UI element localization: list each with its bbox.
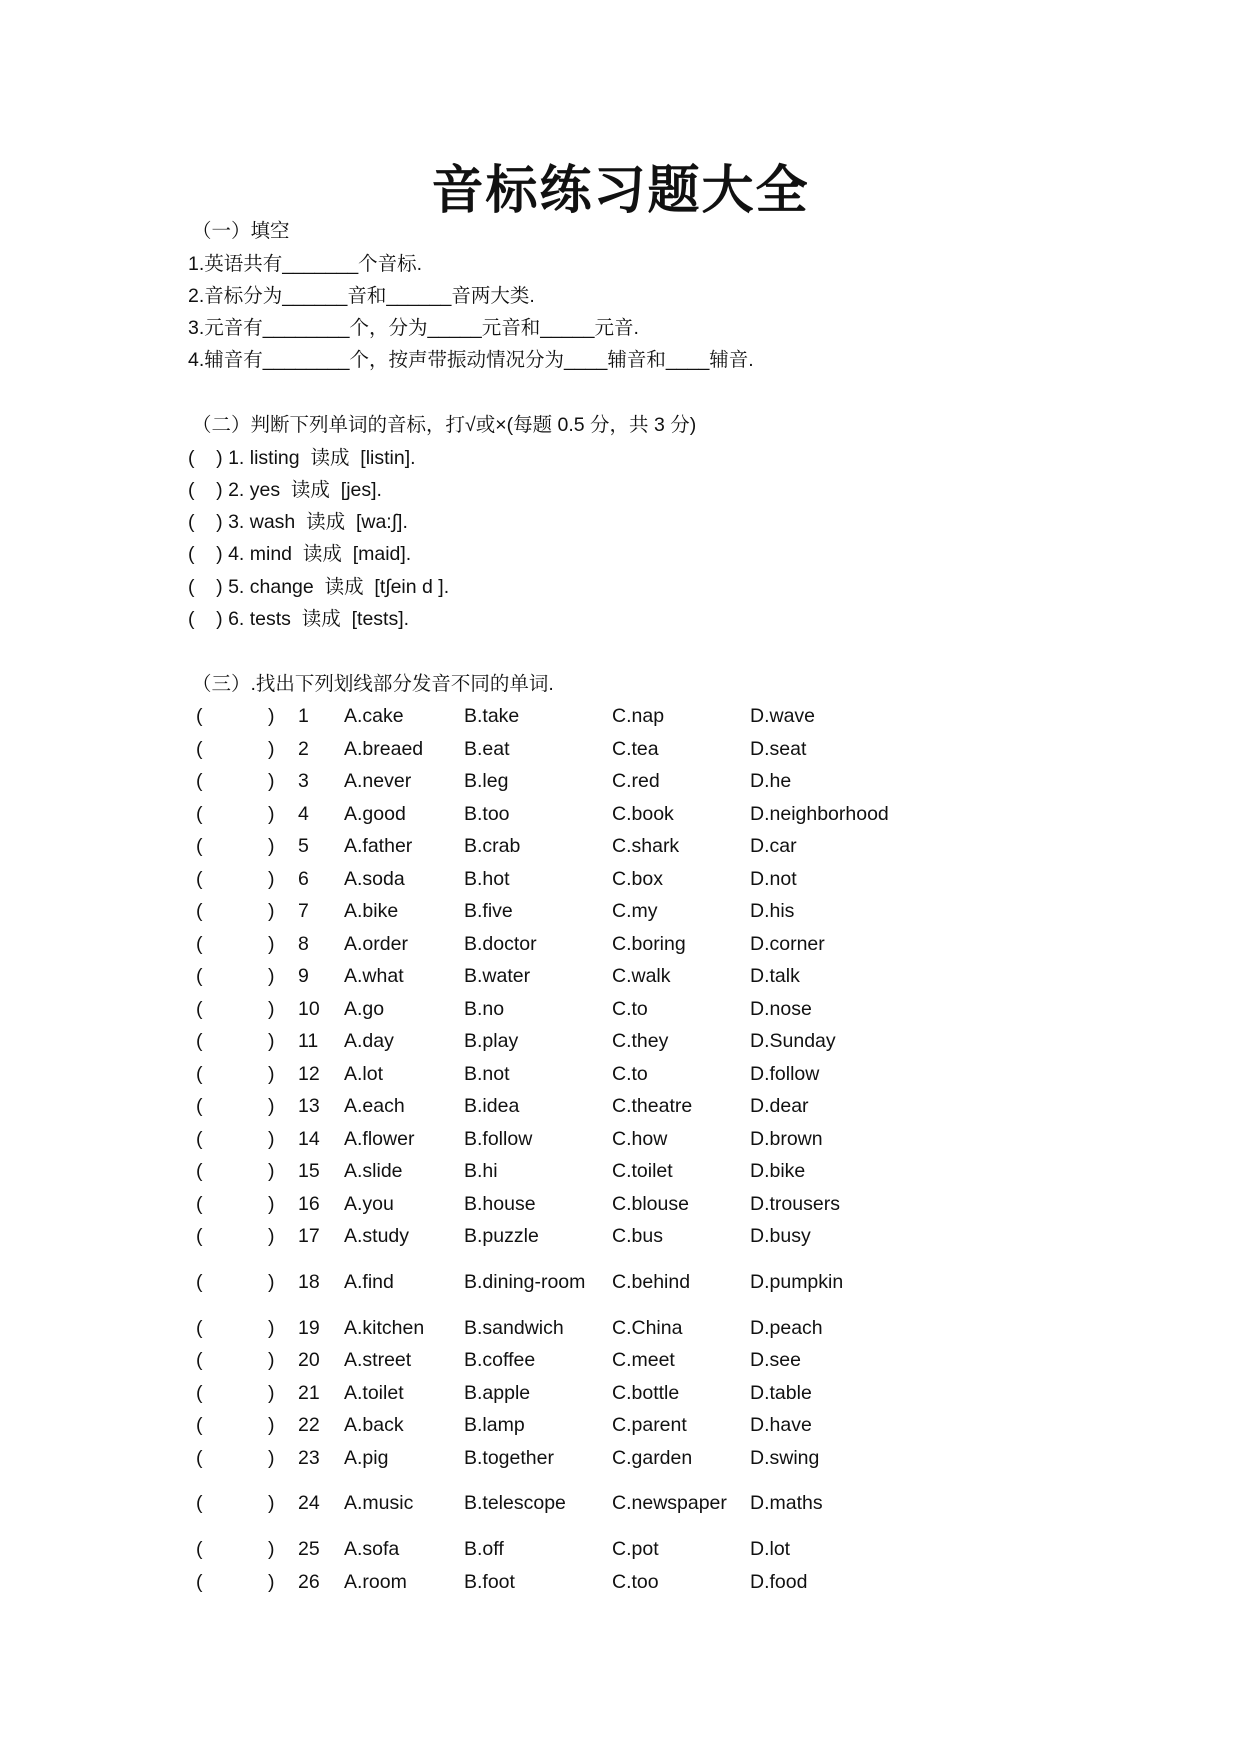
table-row (0, 866, 1241, 892)
option-a: A.study (344, 1225, 410, 1247)
option-b: B.foot (464, 1571, 515, 1593)
answer-paren-right: ) (268, 1538, 275, 1560)
option-b: B.play (464, 1030, 519, 1052)
option-a: A.go (344, 998, 385, 1020)
question-number: 9 (298, 965, 309, 987)
option-c: C.book (612, 803, 674, 825)
option-b: B.water (464, 965, 531, 987)
option-c: C.nap (612, 705, 665, 727)
option-d: D.see (750, 1349, 801, 1371)
option-d: D.busy (750, 1225, 811, 1247)
option-d: D.nose (750, 998, 812, 1020)
answer-paren-left: ( (196, 1538, 203, 1560)
table-row (0, 1569, 1241, 1595)
question-number: 19 (298, 1317, 320, 1339)
option-b: B.too (464, 803, 510, 825)
answer-paren-right: ) (268, 933, 275, 955)
option-a: A.father (344, 835, 413, 857)
option-b: B.doctor (464, 933, 537, 955)
table-row (0, 1380, 1241, 1406)
option-a: A.sofa (344, 1538, 400, 1560)
question-number: 5 (298, 835, 309, 857)
answer-paren-right: ) (268, 1225, 275, 1247)
table-row (0, 768, 1241, 794)
table-row (0, 963, 1241, 989)
table-row (0, 1490, 1241, 1516)
table-row (0, 1412, 1241, 1438)
question-number: 18 (298, 1271, 320, 1293)
answer-paren-left: ( (196, 998, 203, 1020)
question-number: 25 (298, 1538, 320, 1560)
option-c: C.to (612, 1063, 648, 1085)
option-b: B.hot (464, 868, 510, 890)
answer-paren-left: ( (196, 1095, 203, 1117)
answer-paren-right: ) (268, 1030, 275, 1052)
option-c: C.newspaper (612, 1492, 727, 1514)
judge-item-3: ( ) 3. wash 读成 [wa:∫]. (188, 511, 408, 533)
option-b: B.hi (464, 1160, 498, 1182)
option-d: D.talk (750, 965, 800, 987)
judge-item-5: ( ) 5. change 读成 [t∫ein d ]. (188, 576, 450, 598)
answer-paren-left: ( (196, 965, 203, 987)
option-d: D.he (750, 770, 792, 792)
option-d: D.car (750, 835, 797, 857)
option-d: D.neighborhood (750, 803, 889, 825)
option-c: C.China (612, 1317, 683, 1339)
option-d: D.brown (750, 1128, 823, 1150)
judge-item-4: ( ) 4. mind 读成 [maid]. (188, 543, 412, 565)
answer-paren-right: ) (268, 900, 275, 922)
option-d: D.maths (750, 1492, 823, 1514)
option-d: D.corner (750, 933, 825, 955)
option-c: C.tea (612, 738, 659, 760)
option-b: B.sandwich (464, 1317, 564, 1339)
option-a: A.what (344, 965, 404, 987)
option-b: B.puzzle (464, 1225, 539, 1247)
table-row (0, 898, 1241, 924)
option-b: B.leg (464, 770, 509, 792)
option-c: C.walk (612, 965, 671, 987)
option-c: C.meet (612, 1349, 675, 1371)
option-c: C.how (612, 1128, 668, 1150)
answer-paren-right: ) (268, 1095, 275, 1117)
table-row (0, 1028, 1241, 1054)
option-d: D.bike (750, 1160, 806, 1182)
option-c: C.behind (612, 1271, 691, 1293)
table-row (0, 996, 1241, 1022)
question-number: 7 (298, 900, 309, 922)
answer-paren-right: ) (268, 1492, 275, 1514)
table-row (0, 703, 1241, 729)
option-c: C.bus (612, 1225, 663, 1247)
answer-paren-right: ) (268, 1193, 275, 1215)
answer-paren-left: ( (196, 1382, 203, 1404)
option-d: D.wave (750, 705, 816, 727)
section3-heading: （三）.找出下列划线部分发音不同的单词. (192, 673, 554, 695)
page-title: 音标练习题大全 (431, 160, 810, 221)
option-a: A.never (344, 770, 412, 792)
option-a: A.room (344, 1571, 407, 1593)
answer-paren-right: ) (268, 998, 275, 1020)
table-row (0, 801, 1241, 827)
option-d: D.swing (750, 1447, 820, 1469)
table-row (0, 1093, 1241, 1119)
table-row (0, 1445, 1241, 1471)
answer-paren-right: ) (268, 1160, 275, 1182)
option-a: A.toilet (344, 1382, 404, 1404)
option-c: C.parent (612, 1414, 687, 1436)
answer-paren-right: ) (268, 770, 275, 792)
option-d: D.peach (750, 1317, 823, 1339)
table-row (0, 1061, 1241, 1087)
option-c: C.toilet (612, 1160, 673, 1182)
answer-paren-right: ) (268, 738, 275, 760)
option-d: D.lot (750, 1538, 791, 1560)
question-number: 16 (298, 1193, 320, 1215)
option-b: B.not (464, 1063, 510, 1085)
question-number: 20 (298, 1349, 320, 1371)
table-row (0, 931, 1241, 957)
option-b: B.eat (464, 738, 510, 760)
option-d: D.dear (750, 1095, 809, 1117)
option-b: B.no (464, 998, 505, 1020)
option-b: B.coffee (464, 1349, 536, 1371)
question-number: 11 (298, 1030, 319, 1052)
option-a: A.day (344, 1030, 394, 1052)
option-b: B.dining-room (464, 1271, 586, 1293)
answer-paren-left: ( (196, 1317, 203, 1339)
option-a: A.lot (344, 1063, 384, 1085)
option-a: A.bike (344, 900, 399, 922)
question-number: 22 (298, 1414, 320, 1436)
table-row (0, 1223, 1241, 1249)
question-number: 24 (298, 1492, 320, 1514)
option-d: D.not (750, 868, 797, 890)
answer-paren-left: ( (196, 803, 203, 825)
answer-paren-right: ) (268, 1128, 275, 1150)
option-a: A.music (344, 1492, 414, 1514)
option-c: C.too (612, 1571, 659, 1593)
option-b: B.take (464, 705, 520, 727)
option-c: C.boring (612, 933, 686, 955)
option-c: C.garden (612, 1447, 693, 1469)
option-a: A.street (344, 1349, 412, 1371)
option-b: B.lamp (464, 1414, 525, 1436)
question-number: 13 (298, 1095, 320, 1117)
answer-paren-left: ( (196, 868, 203, 890)
option-d: D.his (750, 900, 795, 922)
answer-paren-left: ( (196, 1492, 203, 1514)
table-row (0, 1536, 1241, 1562)
option-a: A.breaed (344, 738, 424, 760)
judge-item-1: ( ) 1. listing 读成 [listin]. (188, 447, 416, 469)
answer-paren-right: ) (268, 835, 275, 857)
option-a: A.slide (344, 1160, 403, 1182)
question-number: 8 (298, 933, 309, 955)
table-row (0, 1315, 1241, 1341)
option-c: C.pot (612, 1538, 659, 1560)
option-c: C.bottle (612, 1382, 680, 1404)
answer-paren-left: ( (196, 1193, 203, 1215)
table-row (0, 833, 1241, 859)
question-number: 4 (298, 803, 309, 825)
option-d: D.Sunday (750, 1030, 836, 1052)
option-b: B.together (464, 1447, 554, 1469)
option-c: C.theatre (612, 1095, 693, 1117)
answer-paren-left: ( (196, 1414, 203, 1436)
section2-heading: （二）判断下列单词的音标，打√或×(每题 0.5 分，共 3 分) (192, 414, 697, 436)
question-number: 26 (298, 1571, 320, 1593)
option-c: C.box (612, 868, 663, 890)
question-number: 17 (298, 1225, 320, 1247)
answer-paren-right: ) (268, 1447, 275, 1469)
answer-paren-right: ) (268, 868, 275, 890)
answer-paren-right: ) (268, 1063, 275, 1085)
answer-paren-left: ( (196, 1225, 203, 1247)
answer-paren-left: ( (196, 705, 203, 727)
answer-paren-left: ( (196, 835, 203, 857)
answer-paren-left: ( (196, 1160, 203, 1182)
answer-paren-left: ( (196, 1571, 203, 1593)
option-c: C.my (612, 900, 658, 922)
option-c: C.to (612, 998, 648, 1020)
answer-paren-right: ) (268, 803, 275, 825)
option-a: A.cake (344, 705, 404, 727)
option-d: D.food (750, 1571, 808, 1593)
question-number: 12 (298, 1063, 320, 1085)
question-number: 14 (298, 1128, 320, 1150)
judge-item-2: ( ) 2. yes 读成 [jes]. (188, 479, 382, 501)
option-b: B.five (464, 900, 513, 922)
table-row (0, 1269, 1241, 1295)
question-number: 2 (298, 738, 309, 760)
answer-paren-left: ( (196, 1447, 203, 1469)
option-c: C.they (612, 1030, 669, 1052)
answer-paren-left: ( (196, 1349, 203, 1371)
answer-paren-right: ) (268, 1382, 275, 1404)
answer-paren-right: ) (268, 705, 275, 727)
question-number: 1 (298, 705, 309, 727)
answer-paren-left: ( (196, 900, 203, 922)
answer-paren-left: ( (196, 1271, 203, 1293)
option-c: C.blouse (612, 1193, 689, 1215)
answer-paren-right: ) (268, 965, 275, 987)
option-a: A.kitchen (344, 1317, 425, 1339)
fill-item-2: 2.音标分为______音和______音两大类. (188, 285, 535, 307)
judge-item-6: ( ) 6. tests 读成 [tests]. (188, 608, 410, 630)
answer-paren-left: ( (196, 738, 203, 760)
option-a: A.each (344, 1095, 405, 1117)
option-d: D.trousers (750, 1193, 840, 1215)
question-number: 3 (298, 770, 309, 792)
fill-item-1: 1.英语共有_______个音标. (188, 253, 423, 275)
question-number: 21 (298, 1382, 320, 1404)
question-number: 6 (298, 868, 309, 890)
option-d: D.follow (750, 1063, 820, 1085)
option-a: A.soda (344, 868, 405, 890)
question-number: 15 (298, 1160, 320, 1182)
answer-paren-right: ) (268, 1414, 275, 1436)
answer-paren-left: ( (196, 1030, 203, 1052)
section1-heading: （一）填空 (192, 220, 290, 242)
option-a: A.pig (344, 1447, 389, 1469)
option-a: A.back (344, 1414, 404, 1436)
option-a: A.you (344, 1193, 394, 1215)
answer-paren-left: ( (196, 770, 203, 792)
table-row (0, 1191, 1241, 1217)
table-row (0, 1347, 1241, 1373)
option-c: C.shark (612, 835, 680, 857)
option-a: A.order (344, 933, 408, 955)
option-d: D.seat (750, 738, 807, 760)
fill-item-4: 4.辅音有________个，按声带振动情况分为____辅音和____辅音. (188, 349, 754, 371)
answer-paren-right: ) (268, 1349, 275, 1371)
answer-paren-left: ( (196, 1063, 203, 1085)
question-number: 23 (298, 1447, 320, 1469)
table-row (0, 1126, 1241, 1152)
option-b: B.off (464, 1538, 504, 1560)
answer-paren-right: ) (268, 1317, 275, 1339)
option-a: A.good (344, 803, 406, 825)
option-d: D.table (750, 1382, 812, 1404)
option-b: B.house (464, 1193, 536, 1215)
table-row (0, 1158, 1241, 1184)
answer-paren-left: ( (196, 1128, 203, 1150)
option-b: B.crab (464, 835, 521, 857)
option-b: B.follow (464, 1128, 533, 1150)
option-b: B.apple (464, 1382, 531, 1404)
option-d: D.have (750, 1414, 812, 1436)
option-d: D.pumpkin (750, 1271, 844, 1293)
option-b: B.telescope (464, 1492, 566, 1514)
option-b: B.idea (464, 1095, 520, 1117)
fill-item-3: 3.元音有________个，分为_____元音和_____元音. (188, 317, 639, 339)
question-number: 10 (298, 998, 320, 1020)
answer-paren-left: ( (196, 933, 203, 955)
answer-paren-right: ) (268, 1271, 275, 1293)
option-c: C.red (612, 770, 660, 792)
option-a: A.find (344, 1271, 394, 1293)
answer-paren-right: ) (268, 1571, 275, 1593)
option-a: A.flower (344, 1128, 415, 1150)
table-row (0, 736, 1241, 762)
